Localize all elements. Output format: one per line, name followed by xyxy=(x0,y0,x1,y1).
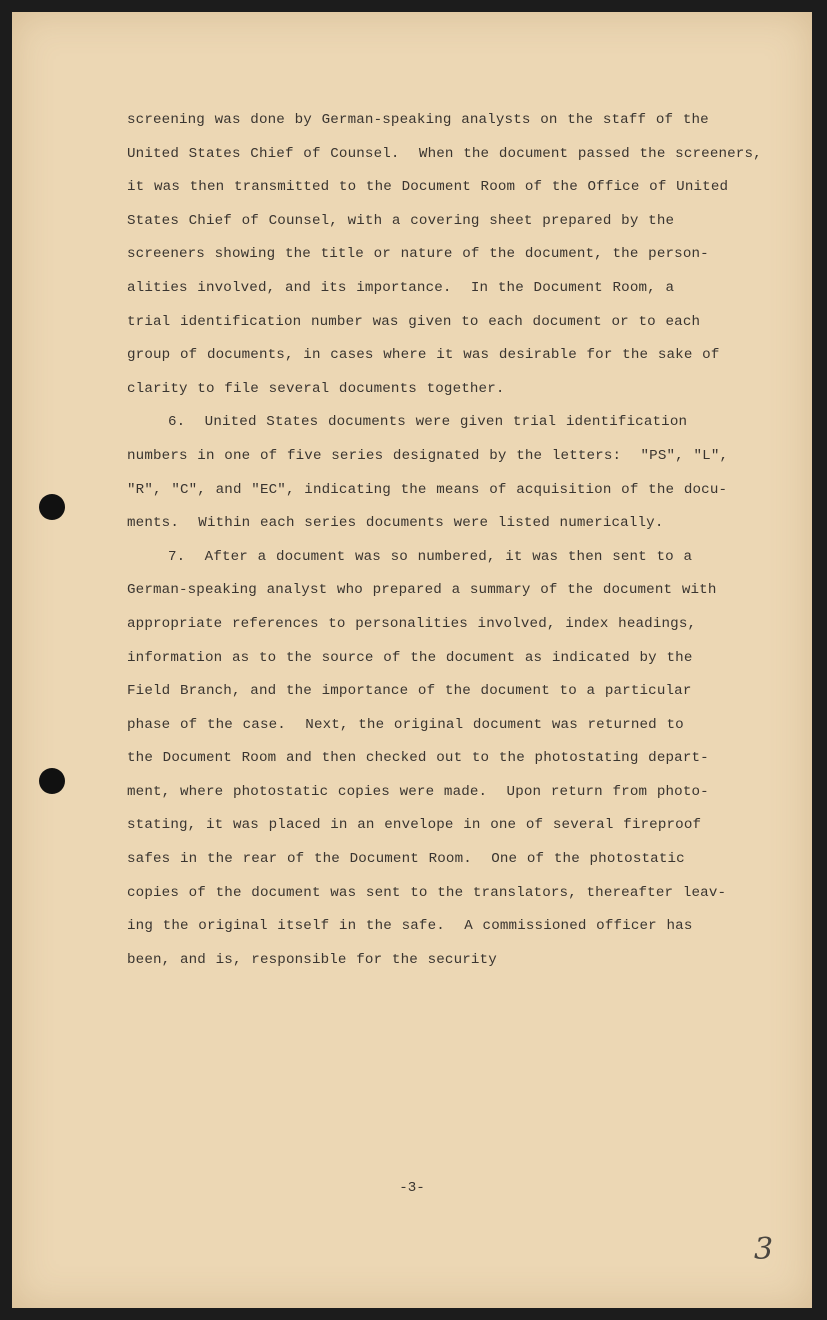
text-line: appropriate references to personalities involved, index headings, xyxy=(127,615,697,632)
text-line: "R", "C", and "EC", indicating the means of acquisition of the docu- xyxy=(127,481,728,498)
text-line: safes in the rear of the Document Room. One of the photostatic xyxy=(127,851,685,868)
punch-hole-bottom xyxy=(39,768,65,794)
text-line: ment, where photostatic copies were made. Upon return from photo- xyxy=(127,783,709,800)
text-line: group of documents, in cases where it was desirable for the sake of xyxy=(127,347,720,364)
text-line: 6. United States documents were given trial identification xyxy=(168,414,688,431)
text-line: copies of the document was sent to the translators, thereafter leav- xyxy=(127,884,727,901)
text-line: ing the original itself in the safe. A commissioned officer has xyxy=(127,918,693,935)
document-page xyxy=(12,12,812,1308)
text-line: screeners showing the title or nature of the document, the person- xyxy=(127,246,709,263)
text-line: screening was done by German-speaking analysts on the staff of the xyxy=(127,112,709,128)
text-line: it was then transmitted to the Document Room of the Office of United xyxy=(127,179,729,196)
handwritten-page-mark: 3 xyxy=(754,1232,774,1267)
text-line: numbers in one of five series designated by the letters: "PS", "L", xyxy=(127,447,729,464)
text-line: States Chief of Counsel, with a covering sheet prepared by the xyxy=(127,212,675,229)
text-line: been, and is, responsible for the security xyxy=(127,951,497,968)
paragraph xyxy=(127,104,762,406)
text-line: 7. After a document was so numbered, it was then sent to a xyxy=(168,548,693,565)
text-line: clarity to file several documents together. xyxy=(127,380,505,397)
text-line: German-speaking analyst who prepared a summary of the document with xyxy=(127,582,717,599)
text-line: ments. Within each series documents were listed numerically. xyxy=(127,515,664,532)
text-line: information as to the source of the document as indicated by the xyxy=(127,649,693,666)
paragraph xyxy=(127,541,727,978)
text-line: alities involved, and its importance. In the Document Room, a xyxy=(127,279,675,296)
text-line: United States Chief of Counsel. When the document passed the screeners, xyxy=(127,145,762,162)
text-line: Field Branch, and the importance of the document to a particular xyxy=(127,683,692,700)
page-number: -3- xyxy=(399,1180,425,1196)
text-line: the Document Room and then checked out to the photostating depart- xyxy=(127,750,709,767)
body-text xyxy=(127,104,762,977)
text-line: stating, it was placed in an envelope in one of several fireproof xyxy=(127,817,702,834)
punch-hole-top xyxy=(39,494,65,520)
paragraph xyxy=(127,406,727,540)
text-line: trial identification number was given to each document or to each xyxy=(127,313,701,330)
text-line: phase of the case. Next, the original document was returned to xyxy=(127,716,684,733)
